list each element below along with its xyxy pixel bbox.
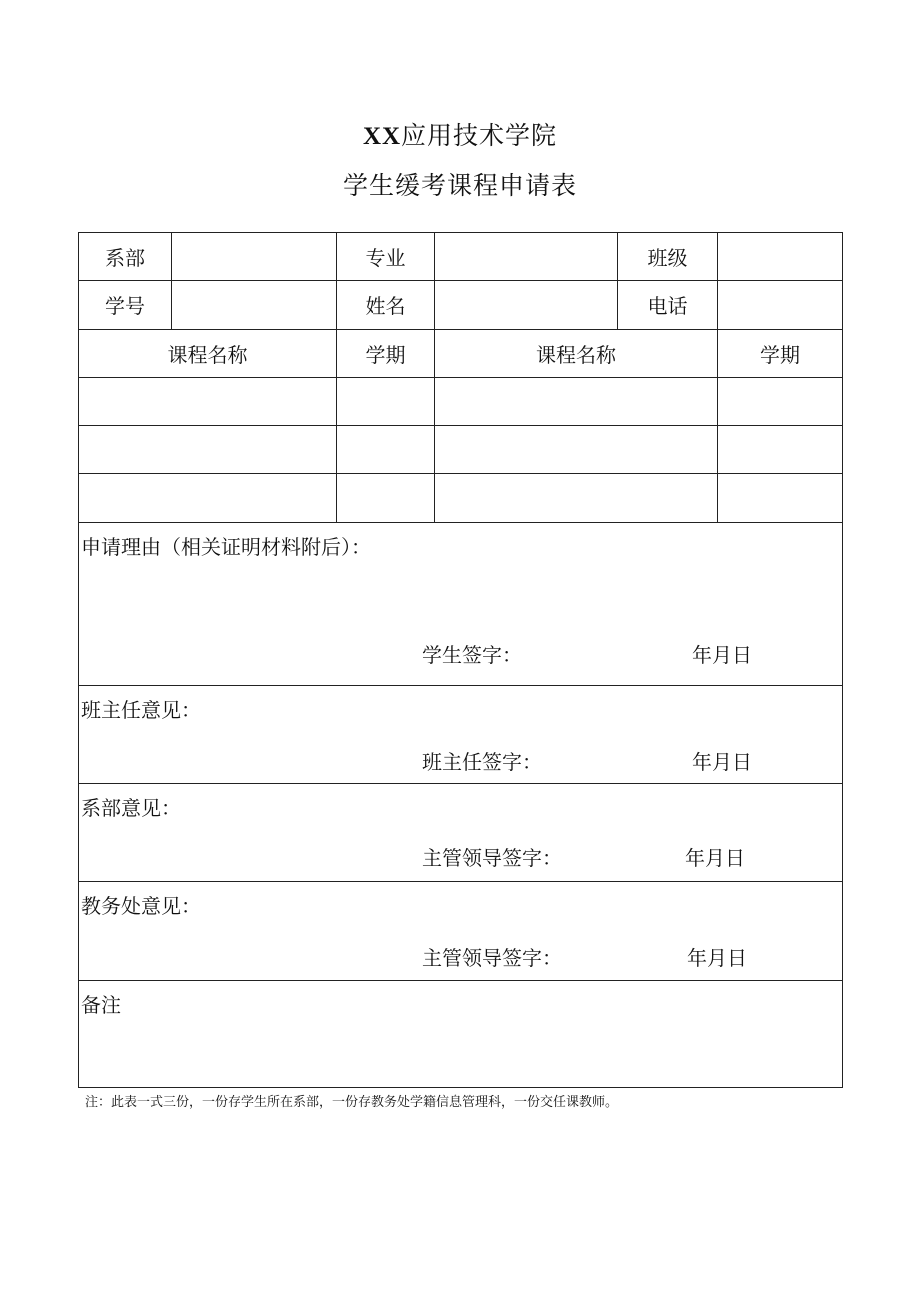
course-name-cell[interactable] xyxy=(435,474,718,522)
term-cell[interactable] xyxy=(718,377,843,425)
term-header-2: 学期 xyxy=(718,329,843,377)
major-label: 专业 xyxy=(337,233,435,281)
teacher-opinion-block[interactable] xyxy=(79,685,843,784)
department-opinion-label: 系部意见： xyxy=(81,796,181,821)
major-field[interactable] xyxy=(435,233,618,281)
remarks-label: 备注 xyxy=(81,993,121,1018)
info-row-2 xyxy=(79,281,843,329)
reason-row xyxy=(79,522,843,685)
academic-opinion-label: 教务处意见： xyxy=(81,893,201,918)
academic-row xyxy=(79,881,843,981)
department-opinion-block[interactable] xyxy=(79,784,843,882)
course-row xyxy=(79,426,843,474)
department-row xyxy=(79,784,843,882)
remarks-row xyxy=(79,981,843,1088)
student-signature-label: 学生签字： xyxy=(422,642,522,667)
department-signature-label: 主管领导签字： xyxy=(422,846,562,871)
term-header-1: 学期 xyxy=(337,329,435,377)
course-row xyxy=(79,474,843,522)
title-rest: 应用技术学院 xyxy=(401,121,558,150)
student-id-field[interactable] xyxy=(172,281,337,329)
phone-field[interactable] xyxy=(718,281,843,329)
info-row-1 xyxy=(79,233,843,281)
course-name-header-2: 课程名称 xyxy=(435,329,718,377)
class-label: 班级 xyxy=(618,233,718,281)
footnote: 注：此表一式三份，一份存学生所在系部，一份存教务处学籍信息管理科，一份交任课教师。 xyxy=(85,1095,619,1110)
form-title: 学生缓考课程申请表 xyxy=(342,171,577,200)
term-cell[interactable] xyxy=(337,474,435,522)
reason-date: 年月日 xyxy=(692,642,752,667)
academic-date: 年月日 xyxy=(687,945,747,970)
dept-field[interactable] xyxy=(172,233,337,281)
institution-title xyxy=(0,116,920,152)
course-header-row xyxy=(79,329,843,377)
academic-signature-label: 主管领导签字： xyxy=(422,945,562,970)
teacher-signature-label: 班主任签字： xyxy=(422,749,542,774)
academic-opinion-block[interactable] xyxy=(79,881,843,981)
course-row xyxy=(79,377,843,425)
teacher-row xyxy=(79,685,843,784)
department-date: 年月日 xyxy=(685,846,745,871)
reason-block[interactable] xyxy=(79,522,843,685)
course-name-cell[interactable] xyxy=(435,377,718,425)
teacher-date: 年月日 xyxy=(692,749,752,774)
application-form-table xyxy=(78,232,843,1088)
phone-label: 电话 xyxy=(618,281,718,329)
student-id-label: 学号 xyxy=(79,281,172,329)
reason-label: 申请理由（相关证明材料附后）： xyxy=(81,534,371,559)
class-field[interactable] xyxy=(718,233,843,281)
name-label: 姓名 xyxy=(337,281,435,329)
course-name-cell[interactable] xyxy=(435,426,718,474)
term-cell[interactable] xyxy=(718,474,843,522)
course-name-cell[interactable] xyxy=(79,426,337,474)
name-field[interactable] xyxy=(435,281,618,329)
title-prefix: XX xyxy=(362,123,402,150)
teacher-opinion-label: 班主任意见： xyxy=(81,697,201,722)
remarks-block[interactable] xyxy=(79,981,843,1088)
term-cell[interactable] xyxy=(337,377,435,425)
course-name-cell[interactable] xyxy=(79,377,337,425)
term-cell[interactable] xyxy=(337,426,435,474)
dept-label: 系部 xyxy=(79,233,172,281)
term-cell[interactable] xyxy=(718,426,843,474)
course-name-cell[interactable] xyxy=(79,474,337,522)
course-name-header-1: 课程名称 xyxy=(79,329,337,377)
